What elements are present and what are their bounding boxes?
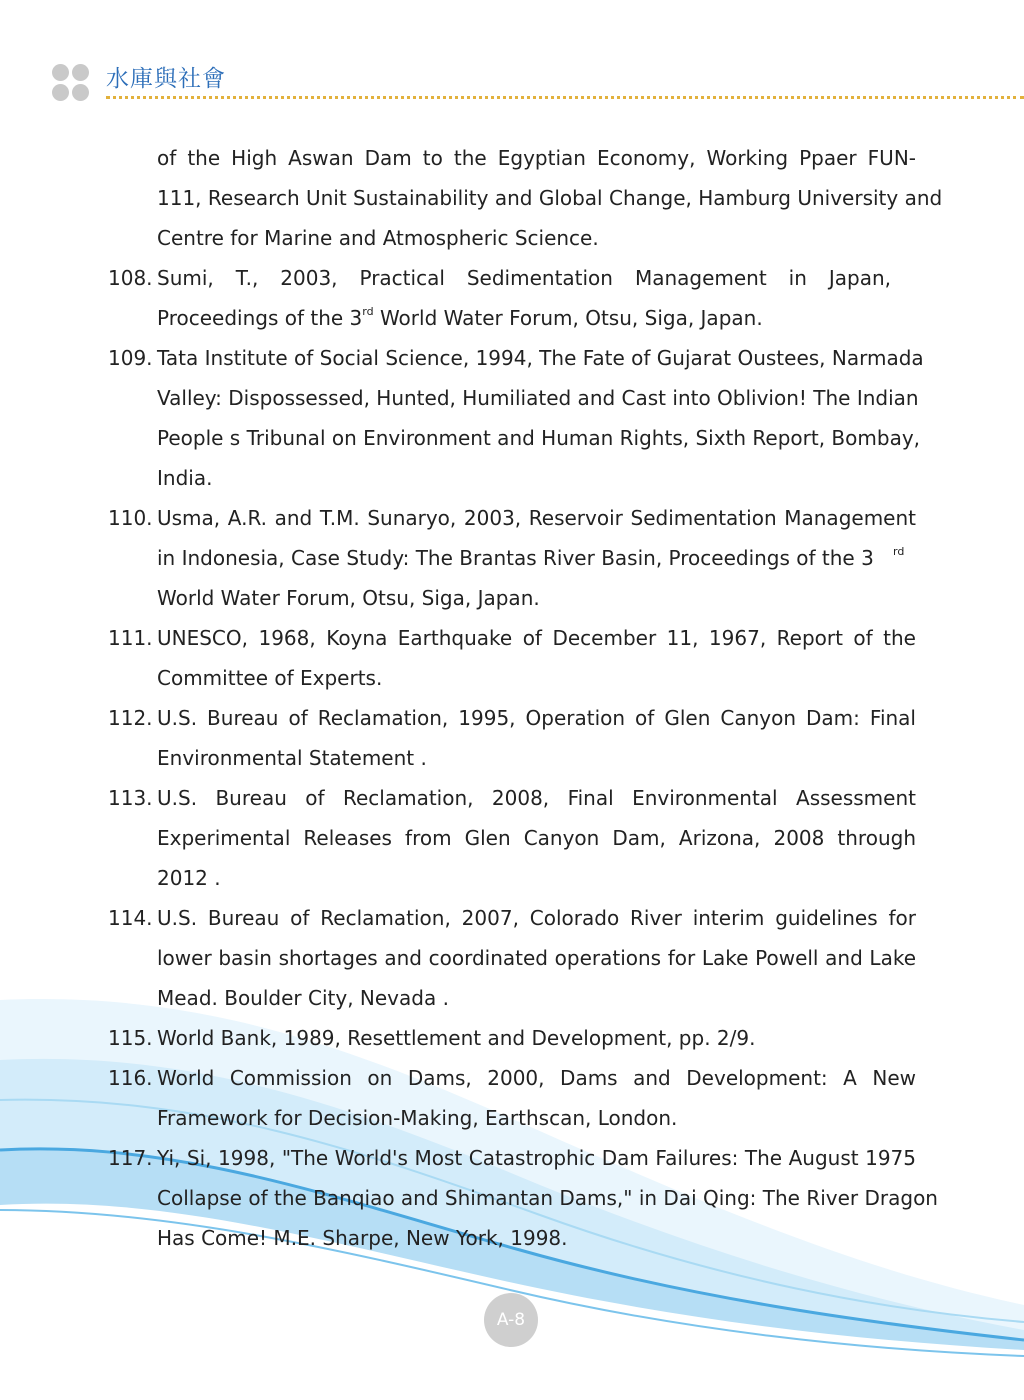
reference-number: 117. [108,1146,153,1170]
logo-dots-icon [52,64,92,102]
reference-number: 114. [108,906,153,930]
reference-number: 111. [108,626,153,650]
reference-number: 109. [108,346,153,370]
reference-number: 110. [108,506,153,530]
page-header [0,0,1024,110]
page-number: A-8 [484,1293,538,1347]
reference-number: 108. [108,266,153,290]
reference-number: 115. [108,1026,153,1050]
header-divider [106,96,1024,99]
header-title: 水庫與社會 [106,66,226,92]
reference-number: 116. [108,1066,153,1090]
reference-number: 113. [108,786,153,810]
reference-number: 112. [108,706,153,730]
